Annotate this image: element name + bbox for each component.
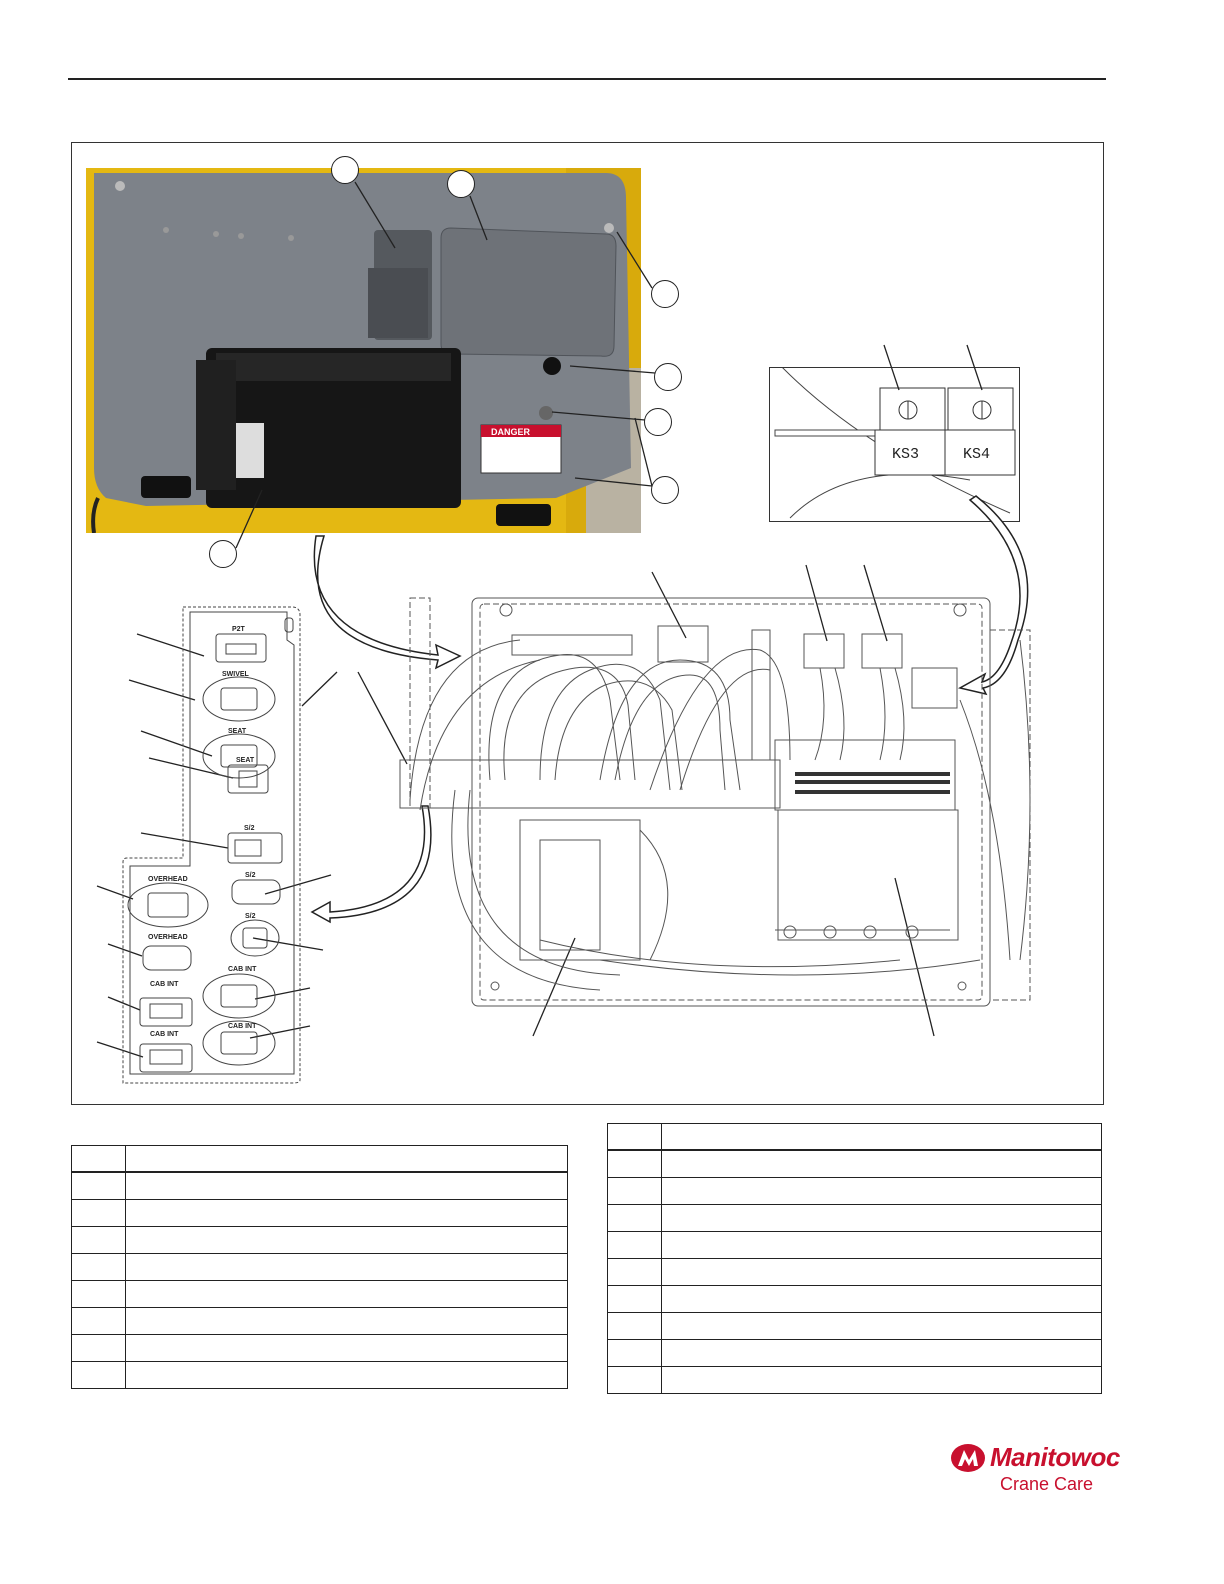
conn-label-swivel: SWIVEL (222, 671, 249, 678)
legend-cell (72, 1362, 126, 1389)
callout-circle-3 (651, 280, 679, 308)
legend-row (608, 1178, 1102, 1205)
legend-right-header-row (608, 1124, 1102, 1151)
relay-label-ks4: KS4 (963, 446, 991, 463)
panel-photo (86, 168, 641, 533)
legend-cell (662, 1124, 1102, 1151)
header-rule (68, 78, 1106, 80)
legend-cell (72, 1254, 126, 1281)
legend-cell (126, 1146, 568, 1173)
legend-cell (662, 1259, 1102, 1286)
legend-cell (608, 1286, 662, 1313)
callout-circle-6 (651, 476, 679, 504)
legend-cell (662, 1232, 1102, 1259)
legend-cell (608, 1340, 662, 1367)
legend-cell (126, 1281, 568, 1308)
legend-cell (126, 1172, 568, 1200)
callout-circle-2 (447, 170, 475, 198)
legend-cell (662, 1367, 1102, 1394)
legend-cell (126, 1254, 568, 1281)
legend-cell (608, 1259, 662, 1286)
legend-cell (72, 1308, 126, 1335)
callout-circle-1 (331, 156, 359, 184)
legend-row (608, 1286, 1102, 1313)
legend-cell (662, 1205, 1102, 1232)
callout-circle-4 (654, 363, 682, 391)
legend-row (608, 1259, 1102, 1286)
legend-row (608, 1367, 1102, 1394)
legend-cell (72, 1172, 126, 1200)
callout-circle-5 (644, 408, 672, 436)
legend-row (608, 1150, 1102, 1178)
conn-label-cab-int-a: CAB INT (228, 966, 257, 973)
legend-cell (662, 1340, 1102, 1367)
legend-row (608, 1340, 1102, 1367)
legend-cell (126, 1335, 568, 1362)
legend-cell (72, 1281, 126, 1308)
conn-label-seat-small: SEAT (236, 757, 255, 764)
conn-label-cab-int-d: CAB INT (150, 1031, 179, 1038)
conn-label-s2-a: S/2 (244, 825, 255, 832)
legend-cell (608, 1150, 662, 1178)
legend-row (608, 1232, 1102, 1259)
legend-row (72, 1254, 568, 1281)
legend-row (72, 1308, 568, 1335)
legend-cell (662, 1313, 1102, 1340)
callout-circle-7 (209, 540, 237, 568)
relay-inset (769, 367, 1020, 522)
legend-row (72, 1227, 568, 1254)
legend-cell (126, 1200, 568, 1227)
manitowoc-logo-mark-icon (950, 1442, 994, 1474)
conn-label-overhead-b: OVERHEAD (148, 934, 188, 941)
legend-table-right (607, 1123, 1102, 1394)
legend-cell (662, 1178, 1102, 1205)
legend-cell (126, 1362, 568, 1389)
legend-row (608, 1205, 1102, 1232)
legend-cell (72, 1146, 126, 1173)
relay-inset-art (770, 368, 1021, 523)
conn-label-cab-int-c: CAB INT (228, 1023, 257, 1030)
legend-cell (72, 1200, 126, 1227)
conn-label-p2t: P2T (232, 626, 245, 633)
legend-cell (608, 1178, 662, 1205)
panel-photo-art (86, 168, 641, 533)
manitowoc-logo (950, 1442, 1120, 1524)
conn-label-seat-large: SEAT (228, 728, 247, 735)
legend-cell (126, 1227, 568, 1254)
legend-cell (72, 1227, 126, 1254)
legend-row (608, 1313, 1102, 1340)
legend-cell (662, 1286, 1102, 1313)
danger-decal-text: DANGER (491, 427, 531, 437)
legend-cell (608, 1205, 662, 1232)
legend-cell (126, 1308, 568, 1335)
conn-label-s2-b: S/2 (245, 872, 256, 879)
conn-label-cab-int-b: CAB INT (150, 981, 179, 988)
legend-left-header-row (72, 1146, 568, 1173)
legend-cell (72, 1335, 126, 1362)
logo-sub-text: Crane Care (1000, 1474, 1094, 1494)
legend-row (72, 1200, 568, 1227)
legend-row (72, 1172, 568, 1200)
legend-cell (608, 1232, 662, 1259)
relay-label-ks3: KS3 (892, 446, 920, 463)
legend-cell (608, 1124, 662, 1151)
conn-label-overhead-a: OVERHEAD (148, 876, 188, 883)
logo-brand-text: Manitowoc (990, 1442, 1120, 1472)
legend-row (72, 1335, 568, 1362)
legend-cell (608, 1313, 662, 1340)
legend-row (72, 1281, 568, 1308)
legend-cell (662, 1150, 1102, 1178)
conn-label-s2-c: S/2 (245, 913, 256, 920)
legend-cell (608, 1367, 662, 1394)
legend-table-left (71, 1145, 568, 1389)
legend-row (72, 1362, 568, 1389)
